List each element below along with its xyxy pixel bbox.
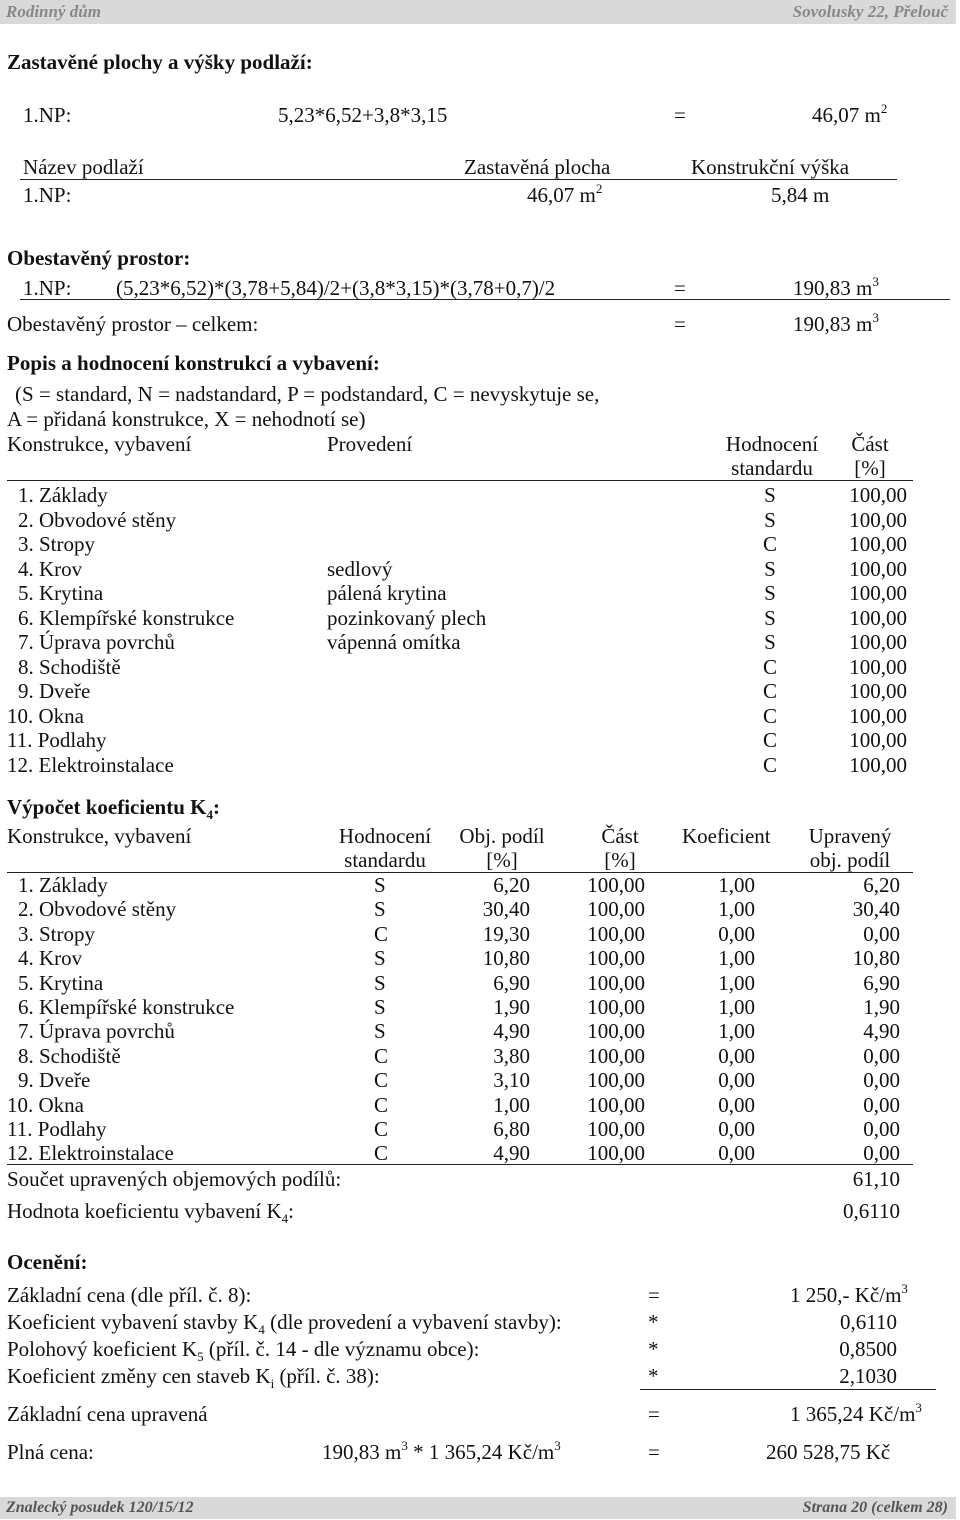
description-legend-1: (S = standard, N = nadstandard, P = podstandard, C = nevyskytuje se, [15, 382, 600, 406]
coef-header-part: Část [%] [601, 824, 639, 872]
desc-header-construction: Konstrukce, vybavení [7, 432, 192, 456]
ki-coef-value: 2,1030 [839, 1364, 897, 1388]
row-rating: S [764, 605, 776, 630]
row-part: 100,00 [849, 556, 907, 581]
row-name: 9. Dveře [18, 679, 91, 703]
adjusted-price-value: 1 365,24 $Kč/m^3$ [790, 1400, 922, 1426]
row-name: 12. Elektroinstalace [7, 752, 174, 777]
base-price-value: 1 250,- $Kč/m^3$ [790, 1281, 908, 1307]
footer-right: Strana 20 (celkem 28) [802, 1499, 948, 1516]
row-name: 6. Klempířské konstrukce [18, 605, 235, 630]
volume-formula: (5,23*6,52)*(3,78+5,84)/2+(3,8*3,15)*(3,78+0,7)/2 [116, 276, 556, 300]
row-name: 10. Okna [7, 703, 84, 728]
row-coef: 1,00 [718, 970, 755, 995]
row-adjusted: 0,00 [863, 1092, 900, 1117]
row-name: 5. Krytina [18, 581, 104, 605]
row-rating: S [374, 1019, 386, 1044]
row-adjusted: 4,90 [863, 1019, 900, 1044]
divider [640, 1389, 936, 1390]
volume-label: 1.NP: [23, 276, 72, 300]
row-part: 100,00 [587, 1117, 645, 1141]
row-part: 100,00 [849, 483, 907, 507]
row-part: 100,00 [587, 1141, 645, 1166]
row-rating: C [374, 1092, 389, 1117]
row-rating: C [762, 728, 777, 752]
coef-title: Výpočet koeficientu $K_4$: [7, 795, 220, 823]
floor-name-header: Název podlaží [23, 155, 144, 179]
built-up-title: Zastavěné plochy a výšky podlaží: [7, 50, 313, 74]
row-name: 12. Elektroinstalace [7, 1141, 174, 1166]
row-rating: S [374, 873, 386, 897]
row-part: 100,00 [587, 1043, 645, 1068]
row-part: 100,00 [849, 703, 907, 728]
row-name: 11. Podlahy [7, 1117, 107, 1141]
row-part: 100,00 [849, 728, 907, 752]
floor-area-header: Zastavěná plocha [464, 155, 611, 179]
row-share: 4,90 [493, 1019, 530, 1044]
row-adjusted: 0,00 [863, 1141, 900, 1166]
description-title: Popis a hodnocení konstrukcí a vybavení: [7, 351, 380, 375]
footer-left: Znalecký posudek 120/15/12 [6, 1499, 194, 1516]
row-name: 7. Úprava povrchů [18, 1019, 175, 1044]
row-part: 100,00 [587, 873, 645, 897]
base-price-label: Základní cena (dle příl. č. 8): [7, 1283, 252, 1307]
row-share: 30,40 [482, 897, 530, 922]
row-part: 100,00 [849, 581, 907, 605]
volume-total-value: 190,83 $m^3$ [793, 310, 879, 336]
row-part: 100,00 [849, 507, 907, 532]
k4-label: Hodnota koeficientu vybavení $K_4$: [7, 1199, 295, 1227]
row-rating: C [762, 679, 777, 703]
built-up-value: 46,07 $m^2$ [812, 101, 888, 127]
k4-coef-label: Koeficient vybavení stavby $K_4$ (dle provedení a vybavení stavby): [7, 1310, 562, 1338]
row-name: 2. Obvodové stěny [18, 897, 177, 922]
k4-value: 0,6110 [843, 1199, 900, 1223]
full-price-formula: 190,83 $m^3 * 1$ 365,24 $Kč/m^3$ [322, 1438, 561, 1464]
full-price-value: 260 528,75 Kč [766, 1440, 891, 1464]
row-part: 100,00 [849, 654, 907, 679]
row-coef: 0,00 [718, 1117, 755, 1141]
row-name: 1. Základy [18, 483, 108, 507]
row-part: 100,00 [587, 1068, 645, 1093]
desc-header-part: Část [%] [851, 432, 889, 480]
row-share: 6,90 [493, 970, 530, 995]
k5-coef-value: 0,8500 [839, 1337, 897, 1361]
k5-coef-label: Polohový koeficient $K_5$ (příl. č. 14 - dle významu obce): [7, 1337, 480, 1365]
base-price-op: = [648, 1283, 660, 1307]
floor-height-header: Konstrukční výška [691, 155, 850, 179]
divider [20, 299, 950, 300]
row-rating: S [374, 995, 386, 1019]
row-name: 7. Úprava povrchů [18, 630, 175, 654]
row-execution: sedlový [327, 556, 393, 581]
row-part: 100,00 [849, 630, 907, 654]
page-header [0, 0, 956, 24]
page-footer [0, 1497, 956, 1519]
row-name: 6. Klempířské konstrukce [18, 995, 235, 1019]
floor-height: 5,84 m [771, 183, 830, 207]
desc-header-execution: Provedení [327, 432, 413, 456]
coef-header-coef: Koeficient [682, 824, 771, 848]
coef-header-share: Obj. podíl [%] [459, 824, 545, 872]
row-name: 4. Krov [18, 556, 83, 581]
row-part: 100,00 [849, 605, 907, 630]
k5-coef-op: * [648, 1337, 659, 1361]
row-coef: 0,00 [718, 1092, 755, 1117]
row-adjusted: 10,80 [852, 946, 900, 971]
row-name: 5. Krytina [18, 970, 104, 995]
row-name: 10. Okna [7, 1092, 84, 1117]
row-rating: S [764, 483, 776, 507]
volume-total-label: Obestavěný prostor – celkem: [7, 312, 259, 336]
row-part: 100,00 [587, 897, 645, 922]
valuation-title: Ocenění: [7, 1250, 88, 1274]
adjusted-price-label: Základní cena upravená [7, 1402, 208, 1426]
ki-coef-op: * [648, 1364, 659, 1388]
floor-name: 1.NP: [23, 183, 72, 207]
row-rating: C [374, 1117, 389, 1141]
description-legend-2: A = přidaná konstrukce, X = nehodnotí se) [7, 407, 366, 431]
row-share: 6,20 [493, 873, 530, 897]
coef-header-construction: Konstrukce, vybavení [7, 824, 192, 848]
row-share: 1,00 [493, 1092, 530, 1117]
volume-total-eq: = [674, 312, 686, 336]
row-part: 100,00 [587, 995, 645, 1019]
row-adjusted: 6,90 [863, 970, 900, 995]
volume-title: Obestavěný prostor: [7, 246, 191, 270]
row-rating: S [374, 970, 386, 995]
row-part: 100,00 [587, 946, 645, 971]
row-coef: 0,00 [718, 921, 755, 946]
row-share: 6,80 [493, 1117, 530, 1141]
row-share: 3,10 [493, 1068, 530, 1093]
row-execution: vápenná omítka [327, 630, 461, 654]
row-adjusted: 6,20 [863, 873, 900, 897]
row-rating: C [762, 532, 777, 556]
row-adjusted: 0,00 [863, 1117, 900, 1141]
row-execution: pozinkovaný plech [327, 605, 487, 630]
row-rating: S [374, 897, 386, 922]
row-rating: S [764, 507, 776, 532]
volume-eq: = [674, 276, 686, 300]
row-rating: C [374, 1068, 389, 1093]
row-name: 8. Schodiště [18, 1043, 121, 1068]
row-share: 3,80 [493, 1043, 530, 1068]
coef-sum-value: 61,10 [852, 1167, 900, 1191]
coef-header-rating: Hodnocení standardu [338, 824, 432, 872]
row-share: 4,90 [493, 1141, 530, 1166]
row-name: 3. Stropy [18, 532, 96, 556]
floor-area: 46,07 $m^2$ [527, 181, 603, 207]
row-rating: C [762, 752, 777, 777]
row-name: 8. Schodiště [18, 654, 121, 679]
volume-value: 190,83 $m^3$ [793, 274, 879, 300]
row-rating: C [374, 921, 389, 946]
row-execution: pálená krytina [327, 581, 447, 605]
row-share: 1,90 [493, 995, 530, 1019]
built-up-label: 1.NP: [23, 103, 72, 127]
ki-coef-label: Koeficient změny cen staveb $K_i$ (příl. č. 38): [7, 1364, 380, 1392]
coef-header-adjusted: Upravený obj. podíl [808, 824, 892, 872]
full-price-label: Plná cena: [7, 1440, 94, 1464]
k4-coef-op: * [648, 1310, 659, 1334]
row-coef: 0,00 [718, 1141, 755, 1166]
row-part: 100,00 [587, 1019, 645, 1044]
row-adjusted: 0,00 [863, 1068, 900, 1093]
row-rating: C [762, 654, 777, 679]
row-part: 100,00 [849, 679, 907, 703]
row-rating: C [374, 1043, 389, 1068]
full-price-op: = [648, 1440, 660, 1464]
row-rating: C [374, 1141, 389, 1166]
row-coef: 1,00 [718, 897, 755, 922]
row-rating: S [764, 581, 776, 605]
row-share: 10,80 [482, 946, 530, 971]
built-up-formula: 5,23*6,52+3,8*3,15 [278, 103, 448, 127]
row-name: 2. Obvodové stěny [18, 507, 177, 532]
row-part: 100,00 [849, 532, 907, 556]
divider [20, 179, 897, 180]
row-adjusted: 30,40 [852, 897, 900, 922]
coef-sum-label: Součet upravených objemových podílů: [7, 1167, 342, 1191]
row-name: 11. Podlahy [7, 728, 107, 752]
row-part: 100,00 [587, 921, 645, 946]
row-part: 100,00 [587, 1092, 645, 1117]
row-name: 9. Dveře [18, 1068, 91, 1093]
row-part: 100,00 [849, 752, 907, 777]
divider [7, 1164, 913, 1165]
built-up-eq: = [674, 103, 686, 127]
row-coef: 1,00 [718, 873, 755, 897]
row-rating: S [764, 630, 776, 654]
row-rating: S [764, 556, 776, 581]
row-coef: 0,00 [718, 1068, 755, 1093]
row-adjusted: 1,90 [863, 995, 900, 1019]
row-rating: S [374, 946, 386, 971]
row-name: 1. Základy [18, 873, 108, 897]
row-share: 19,30 [482, 921, 530, 946]
k4-coef-value: 0,6110 [840, 1310, 897, 1334]
row-coef: 1,00 [718, 995, 755, 1019]
header-right: Sovolusky 22, Přelouč [792, 2, 948, 21]
desc-header-rating: Hodnocení standardu [725, 432, 819, 480]
row-coef: 1,00 [718, 946, 755, 971]
row-coef: 1,00 [718, 1019, 755, 1044]
row-adjusted: 0,00 [863, 921, 900, 946]
divider [7, 480, 913, 481]
row-part: 100,00 [587, 970, 645, 995]
header-left: Rodinný dům [6, 2, 101, 21]
row-name: 4. Krov [18, 946, 83, 971]
row-name: 3. Stropy [18, 921, 96, 946]
adjusted-price-op: = [648, 1402, 660, 1426]
row-rating: C [762, 703, 777, 728]
row-adjusted: 0,00 [863, 1043, 900, 1068]
row-coef: 0,00 [718, 1043, 755, 1068]
